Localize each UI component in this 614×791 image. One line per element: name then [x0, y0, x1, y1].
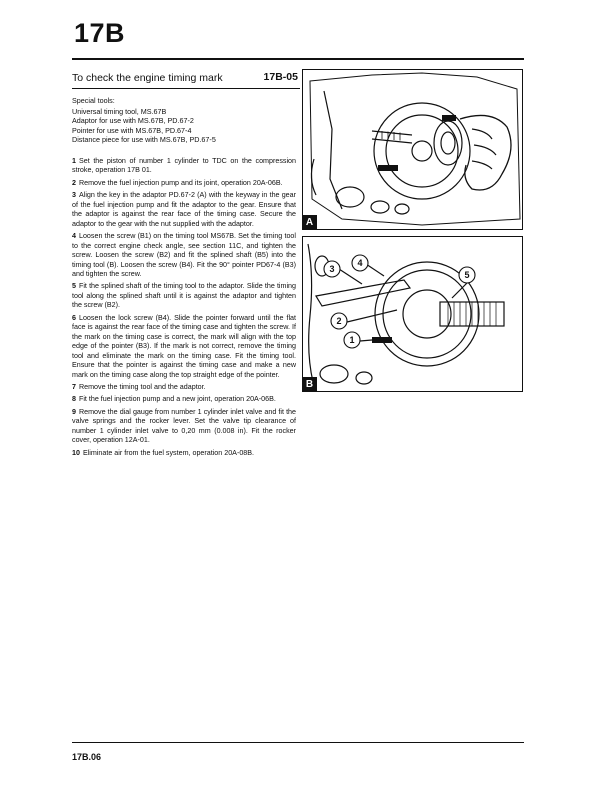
step-text: Fit the splined shaft of the timing tool to the adaptor. Slide the timing tool along the splined shaft until it is against the adaptor and tighten the screw (B2). — [72, 282, 296, 310]
step-number: 7 — [72, 382, 76, 391]
figure-b-label: B — [302, 377, 317, 392]
step-number: 6 — [72, 313, 76, 322]
callout-3: 3 — [329, 264, 335, 274]
step-8 — [72, 395, 296, 404]
step-4 — [72, 232, 296, 279]
step-number: 4 — [72, 232, 76, 241]
step-number: 5 — [72, 282, 76, 291]
chapter-title: 17B — [74, 18, 126, 48]
special-tools — [72, 96, 300, 145]
special-tool-item: Adaptor for use with MS.67B, PD.67-2 — [72, 116, 194, 126]
step-number: 2 — [72, 178, 76, 187]
bottom-divider — [72, 742, 524, 743]
step-7 — [72, 383, 296, 392]
step-number: 10 — [72, 448, 80, 457]
step-number: 8 — [72, 395, 76, 404]
step-text: Loosen the screw (B1) on the timing tool MS67B. Set the timing tool to the correct engine check angle, see section 11C, and tighten the screw. Loosen the screw (B2) and fit the splined shaft (B5) into the timing tool (B). Loosen the screw (B4). Fit the 90° pointer PD67-4 (B3) and tighten the screw. — [72, 232, 296, 278]
figure-b-drawing — [302, 236, 523, 392]
figure-a-drawing — [302, 69, 523, 230]
callout-4: 4 — [357, 258, 363, 268]
step-10 — [72, 449, 296, 458]
special-tools-heading: Special tools: — [72, 96, 115, 105]
step-9 — [72, 408, 296, 446]
step-text: Loosen the lock screw (B4). Slide the pointer forward until the flat face is against the rear face of the timing case and tighten the screw. If the mark on the timing case is correct, the mark will align with the top edge of the pointer (B3). If the mark is not correct, remove the timing tool and eliminate the mark on the timing case. Fit the timing tool. Ensure that the pointer is against the timing case and make a new mark on the timing case along the top straight edge of the pointer. — [72, 313, 296, 379]
step-text: Remove the timing tool and the adaptor. — [78, 382, 206, 391]
figure-b — [302, 236, 523, 392]
page-number: 17B.06 — [72, 752, 102, 762]
step-number: 1 — [72, 157, 76, 165]
special-tool-item: Pointer for use with MS.67B, PD.67-4 — [72, 125, 192, 135]
step-text: Align the key in the adaptor PD.67-2 (A) with the keyway in the gear of the fuel injection pump and fit the adaptor to the gear. Ensure that the adaptor is against the rear face of the timing case. Secure the adaptor to the gear with the nut supplied with the adaptor. — [72, 191, 296, 228]
step-6 — [72, 314, 296, 380]
step-number: 3 — [72, 191, 76, 200]
section-title: To check the engine timing mark — [72, 72, 223, 84]
top-divider — [72, 58, 524, 60]
figure-a — [302, 69, 523, 230]
callout-2: 2 — [336, 316, 342, 326]
step-text: Set the piston of number 1 cylinder to TDC on the compression stroke, operation 17B 01. — [72, 157, 296, 175]
step-3 — [72, 191, 296, 229]
callout-1: 1 — [349, 335, 355, 345]
callout-5: 5 — [464, 270, 470, 280]
step-text: Remove the dial gauge from number 1 cylinder inlet valve and fit the valve springs and the rocker lever. Set the valve tip clearance of number 1 cylinder inlet valve to 0,20 mm (0.008 in). Fit the rocker cover, operation 12A-01. — [72, 407, 296, 445]
step-text: Fit the fuel injection pump and a new joint, operation 20A-06B. — [78, 395, 276, 404]
special-tool-item: Universal timing tool, MS.67B — [72, 106, 167, 116]
procedure-steps — [72, 157, 296, 461]
figure-a-label: A — [302, 215, 317, 230]
step-5 — [72, 282, 296, 310]
step-number: 9 — [72, 407, 76, 416]
special-tool-item: Distance piece for use with MS.67B, PD.67-5 — [72, 135, 216, 145]
step-1 — [72, 157, 296, 176]
section-header — [72, 70, 300, 89]
step-text: Eliminate air from the fuel system, operation 20A-08B. — [82, 448, 255, 457]
step-text: Remove the fuel injection pump and its joint, operation 20A-06B. — [78, 178, 283, 187]
section-code: 17B-05 — [263, 71, 298, 83]
step-2 — [72, 179, 296, 188]
